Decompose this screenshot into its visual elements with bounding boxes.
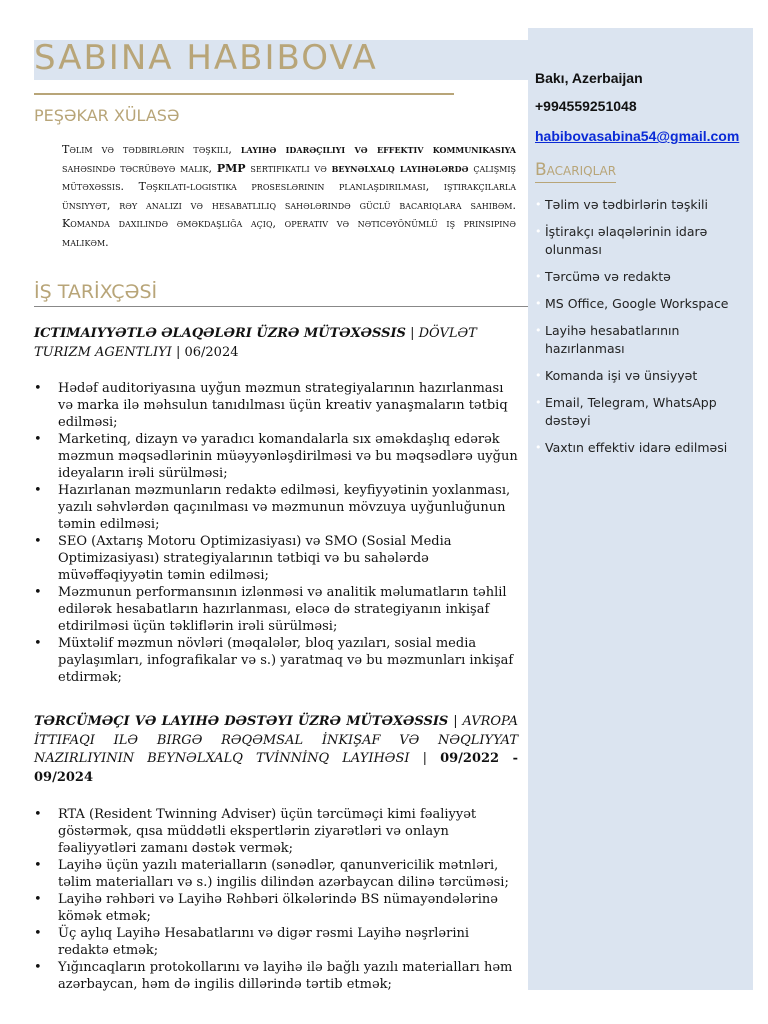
duty-item: • Üç aylıq Layihə Hesabatlarını və digər rəsmi Layihə nəşrlərini redaktə etmək;: [34, 925, 518, 959]
job-heading: [34, 325, 518, 362]
skills-title: Bacarıqlar: [535, 158, 616, 183]
skill-item: • Email, Telegram, WhatsApp dəstəyi: [535, 394, 747, 430]
summary-part: çalışmış mütəxəssis. Təşkilati-logistika proseslərinin planlaşdırılması, iştirakçılarla ünsiyyət, rəy analizi və hesabatlılıq sahələrində güclü bacarıqlara sahibəm. Komanda daxilində əməkdaşlığa açıq, operativ və nəticəyönümlü iş prinsipinə malikəm.: [62, 161, 517, 249]
duty-item: • Müxtəlif məzmun növləri (məqalələr, bloq yazıları, sosial media paylaşımları, infografikalar və s.) yaratmaq və bu məzmunları inkişaf etdirmək;: [34, 635, 518, 686]
contact-phone: +994559251048: [535, 98, 637, 114]
job-duties-list: [34, 806, 518, 993]
job-date: 09/2022 - 09/2024: [34, 751, 518, 785]
job-role: TƏRCÜMƏÇI VƏ LAYIHƏ DƏSTƏYI ÜZRƏ MÜTƏXƏSSIS: [34, 714, 449, 729]
name-divider: [34, 93, 454, 95]
skill-item: • MS Office, Google Workspace: [535, 295, 747, 313]
contact-location: Bakı, Azerbaijan: [535, 70, 643, 86]
duty-item: • Hazırlanan məzmunların redaktə edilməsi, keyfiyyətinin yoxlanması, yazılı səhvlərdən qaçınılması və məzmunun mövzuya uyğunluğunun təmin edilməsi;: [34, 482, 518, 533]
duty-item: • Marketinq, dizayn və yaradıcı komandalarla sıx əməkdaşlıq edərək məzmun məqsədlərinin müəyyənləşdirilməsi və bu məqsədlərə uyğun ideyaların irəli sürülməsi;: [34, 431, 518, 482]
job-role: ICTIMAIYYƏTLƏ ƏLAQƏLƏRI ÜZRƏ MÜTƏXƏSSIS: [34, 326, 406, 341]
skill-item: • Təlim və tədbirlərin təşkili: [535, 196, 747, 214]
job-organization: AVROPA İTTIFAQI ILƏ BIRGƏ RƏQƏMSAL İNKIŞAF VƏ NƏQLIYYAT NAZIRLIYININ BEYNƏLXALQ TVİNNİNQ LAYIHƏSI: [34, 714, 518, 766]
job-separator: |: [409, 751, 441, 766]
summary-emphasis: PMP: [216, 161, 246, 175]
duty-item: • Yığıncaqların protokollarını və layihə ilə bağlı yazılı materialları həm azərbaycan, həm də ingilis dillərində tərtib etmək;: [34, 959, 518, 993]
candidate-name: SABINA HABIBOVA: [34, 38, 378, 78]
duty-item: • Hədəf auditoriyasına uyğun məzmun strategiyalarının hazırlanması və marka ilə məhsulun tanıdılması üçün kreativ yanaşmaların tətbiq edilməsi;: [34, 380, 518, 431]
skill-item: • Tərcümə və redaktə: [535, 268, 747, 286]
job-separator: |: [448, 714, 463, 729]
skill-item: • Komanda işi və ünsiyyət: [535, 367, 747, 385]
duty-item: • Layihə üçün yazılı materialların (sənədlər, qanunvericilik mətnləri, təlim materialları və s.) ingilis dilindən azərbaycan dilinə tərcüməsi;: [34, 857, 518, 891]
skill-item: • Layihə hesabatlarının hazırlanması: [535, 322, 747, 358]
duty-item: • SEO (Axtarış Motoru Optimizasiyası) və SMO (Sosial Media Optimizasiyası) strategiyalarının tətbiqi və bu sahələrdə müvəffəqiyyətin təmin edilməsi;: [34, 533, 518, 584]
skills-list: [535, 196, 747, 466]
duty-item: • Layihə rəhbəri və Layihə Rəhbəri ölkələrində BS nümayəndələrinə kömək etmək;: [34, 891, 518, 925]
skill-item: • Vaxtın effektiv idarə edilməsi: [535, 439, 747, 457]
summary-part: Təlim və tədbirlərin təşkili,: [62, 143, 241, 156]
job-separator: |: [171, 344, 185, 360]
summary-emphasis: beynəlxalq layihələrdə: [331, 161, 469, 175]
job-heading: [34, 713, 518, 787]
duty-item: • RTA (Resident Twinning Adviser) üçün tərcüməçi kimi fəaliyyət göstərmək, qısa müddətli ekspertlərin ziyarətləri və onlayn fəaliyyətləri zamanı dəstək vermək;: [34, 806, 518, 857]
job-organization: DÖVLƏT TURIZM AGENTLIYI: [34, 326, 477, 360]
summary-part: sertifikatlı və: [245, 161, 332, 175]
history-divider: [34, 306, 528, 307]
duty-item: • Məzmunun performansının izlənməsi və analitik məlumatların təhlil edilərək hesabatların hazırlanması, eləcə də strategiyanın inkişaf etdirilməsi üçün təkliflərin irəli sürülməsi;: [34, 584, 518, 635]
job-duties-list: [34, 380, 518, 686]
summary-emphasis: layihə idarəçiliyi və effektiv kommunikasiya: [240, 143, 516, 156]
history-title: İŞ TARİXÇƏSİ: [34, 281, 158, 303]
skill-item: • İştirakçı əlaqələrinin idarə olunması: [535, 223, 747, 259]
summary-title: PEŞƏKAR XÜLASƏ: [34, 106, 180, 125]
summary-part: sahəsində təcrübəyə malik,: [62, 161, 217, 175]
job-date: 06/2024: [184, 344, 239, 360]
summary-text: [62, 141, 516, 253]
job-separator: |: [405, 326, 419, 341]
contact-email-link[interactable]: habibovasabina54@gmail.com: [535, 128, 740, 144]
